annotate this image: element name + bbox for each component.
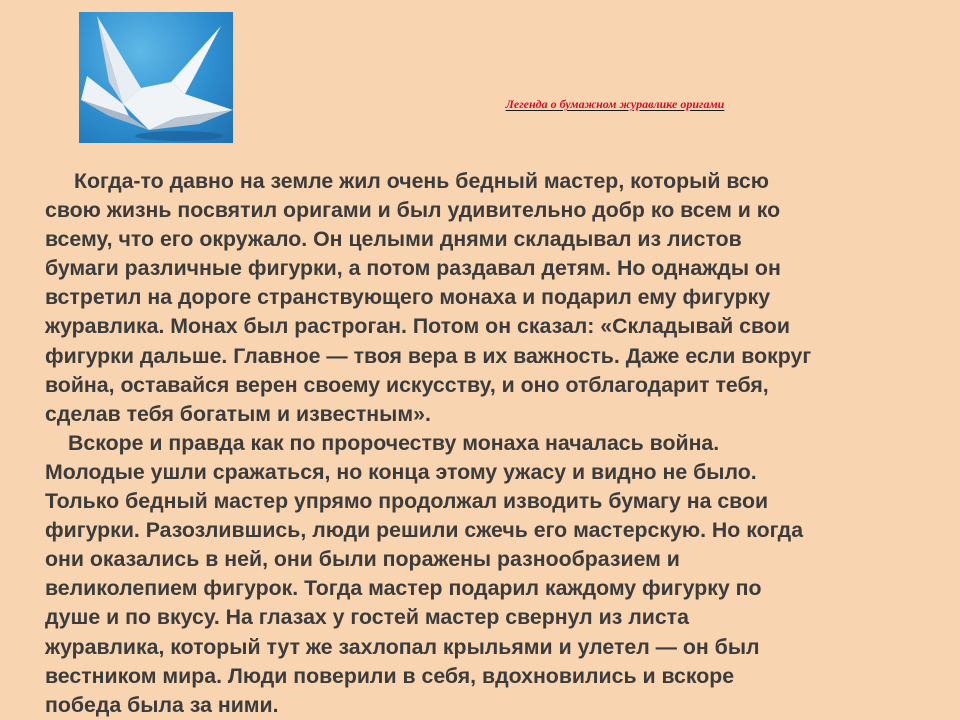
text-line: всему, что его окружало. Он целыми днями складывал из листов	[45, 227, 742, 252]
text-line: они оказались в ней, они были поражены разнообразием и	[45, 547, 680, 572]
text-line: Молодые ушли сражаться, но конца этому ужасу и видно не было.	[45, 459, 757, 484]
text-line: встретил на дороге странствующего монаха и подарил ему фигурку	[45, 285, 771, 310]
paragraph-1	[45, 167, 915, 429]
story-text	[45, 167, 915, 720]
text-line: фигурки. Разозлившись, люди решили сжечь его мастерскую. Но когда	[45, 518, 804, 543]
text-line: Когда-то давно на земле жил очень бедный мастер, который всю	[74, 169, 769, 193]
crane-right-wing	[171, 26, 221, 94]
slide-title: Легенда о бумажном журавлике оригами	[505, 97, 725, 111]
origami-crane-icon	[79, 12, 233, 143]
text-line: Только бедный мастер упрямо продолжал изводить бумагу на свои	[45, 489, 769, 514]
text-line: война, оставайся верен своему искусству, и оно отблагодарит тебя,	[45, 372, 769, 397]
text-line: вестником мира. Люди поверили в себя, вдохновились и вскоре	[45, 663, 735, 688]
text-line: журавлика, который тут же захлопал крыльями и улетел — он был	[45, 634, 760, 659]
text-line: фигурки дальше. Главное — твоя вера в их важность. Даже если вокруг	[45, 343, 812, 368]
text-line: Вскоре и правда как по пророчеству монаха началась война.	[68, 430, 720, 455]
text-line: сделав тебя богатым и известным».	[45, 401, 431, 426]
paragraph-2	[45, 429, 915, 720]
text-line: победа была за ними.	[45, 692, 279, 717]
text-line: свою жизнь посвятил оригами и был удивительно добр ко всем и ко	[45, 198, 781, 223]
text-line: бумаги различные фигурки, а потом раздавал детям. Но однажды он	[45, 256, 781, 281]
text-line: журавлика. Монах был растроган. Потом он сказал: «Складывай свои	[45, 314, 790, 339]
text-line: великолепием фигурок. Тогда мастер подарил каждому фигурку по	[45, 576, 762, 601]
origami-crane-image	[79, 12, 233, 143]
text-line: душе и по вкусу. На глазах у гостей мастер свернул из листа	[45, 605, 689, 630]
crane-shadow	[135, 131, 223, 141]
